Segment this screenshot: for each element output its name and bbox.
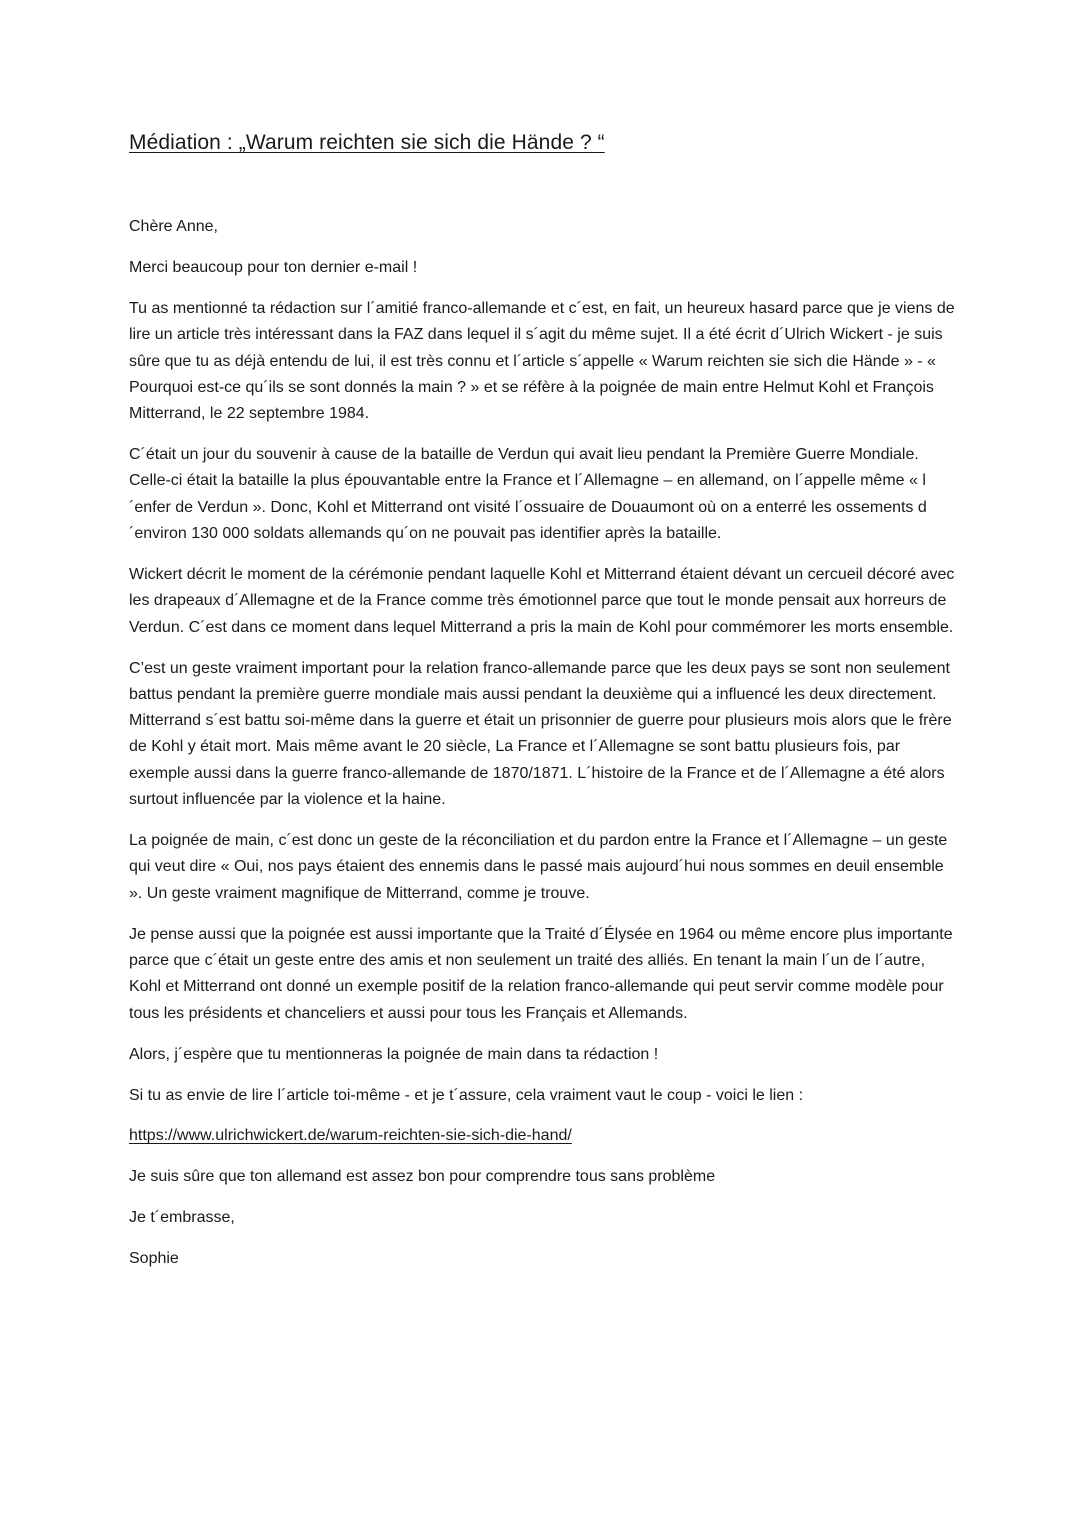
salutation: Chère Anne, bbox=[129, 218, 218, 235]
closing-sentence: Je suis sûre que ton allemand est assez bon pour comprendre tous sans problème bbox=[129, 1168, 716, 1186]
paragraph-ceremony: Wickert décrit le moment de la cérémonie pendant laquelle Kohl et Mitterrand étaient dévant un cercueil décoré avec les drapeaux d´Allemagne et de la France comme très émotionnel parce que tout le monde pensait aux horreurs de Verdun. C´est dans ce moment dans lequel Mitterrand a pris la main de Kohl pour commémorer les morts ensemble. bbox=[129, 566, 955, 636]
paragraph-elysee: Je pense aussi que la poignée est aussi importante que la Traité d´Élysée en 1964 ou même encore plus importante parce que c´était un geste entre des amis et non seulement un traité des alliés. En tenant la main l´un de l´autre, Kohl et Mitterrand ont donné un exemple positif de la relation franco-allemande qui peut servir comme modèle pour tous les présidents et chanceliers et aussi pour tous les Français et Allemands. bbox=[129, 925, 953, 1022]
paragraph-article-intro: Tu as mentionné ta rédaction sur l´amitié franco-allemande et c´est, en fait, un heureux hasard parce que je viens de lire un article très intéressant dans la FAZ dans lequel il s´agit du même sujet. Il a été écrit d´Ulrich Wickert - je suis sûre que tu as déjà entendu de lui, il est très connu et l´article s´appelle « Warum reichten sie sich die Hände » - « Pourquoi est-ce qu´ils se sont donnés la main ? » et se réfère à la poignée de main entre Helmut Kohl et François Mitterrand, le 22 septembre 1984. bbox=[129, 299, 955, 423]
letter-body bbox=[129, 214, 959, 1273]
closing: Je t´embrasse, bbox=[129, 1209, 235, 1227]
document-title: Médiation : „Warum reichten sie sich die Hände ? “ bbox=[129, 131, 605, 154]
paragraph-reconciliation: La poignée de main, c´est donc un geste de la réconciliation et du pardon entre la France et l´Allemagne – un geste qui veut dire « Oui, nos pays étaient des ennemis dans le passé mais aujourd´hui nous sommes en deuil ensemble ». Un geste vraiment magnifique de Mitterrand, comme je trouve. bbox=[129, 832, 948, 902]
article-link[interactable]: https://www.ulrichwickert.de/warum-reichten-sie-sich-die-hand/ bbox=[129, 1127, 572, 1145]
paragraph-hope: Alors, j´espère que tu mentionneras la poignée de main dans ta rédaction ! bbox=[129, 1045, 659, 1063]
paragraph-link-intro: Si tu as envie de lire l´article toi-même - et je t´assure, cela vraiment vaut le coup - voici le lien : bbox=[129, 1086, 804, 1104]
paragraph-importance: C’est un geste vraiment important pour la relation franco-allemande parce que les deux pays se sont non seulement battus pendant la première guerre mondiale mais aussi pendant la deuxième qui a influencé les deux directement. Mitterrand s´est battu soi-même dans la guerre et était un prisonnier de guerre pour plusieurs mois alors que le frère de Kohl y était mort. Mais même avant le 20 siècle, La France et l´Allemagne se sont battu plusieurs fois, par exemple aussi dans la guerre franco-allemande de 1870/1871. L´histoire de la France et de l´Allemagne a été alors surtout influencée par la violence et la haine. bbox=[129, 659, 952, 809]
link-paragraph bbox=[129, 1123, 959, 1149]
signature: Sophie bbox=[129, 1250, 179, 1268]
paragraph-verdun: C´était un jour du souvenir à cause de la bataille de Verdun qui avait lieu pendant la Première Guerre Mondiale. Celle-ci était la bataille la plus épouvantable entre la France et l´Allemagne – en allemand, on l´appelle même « l´enfer de Verdun ». Donc, Kohl et Mitterrand ont visité l´ossuaire de Douaumont où on a enterré les ossements d´environ 130 000 soldats allemands qu´on ne pouvait pas identifier après la bataille. bbox=[129, 446, 927, 543]
document-page bbox=[129, 128, 959, 1287]
paragraph-thanks: Merci beaucoup pour ton dernier e-mail ! bbox=[129, 258, 418, 276]
